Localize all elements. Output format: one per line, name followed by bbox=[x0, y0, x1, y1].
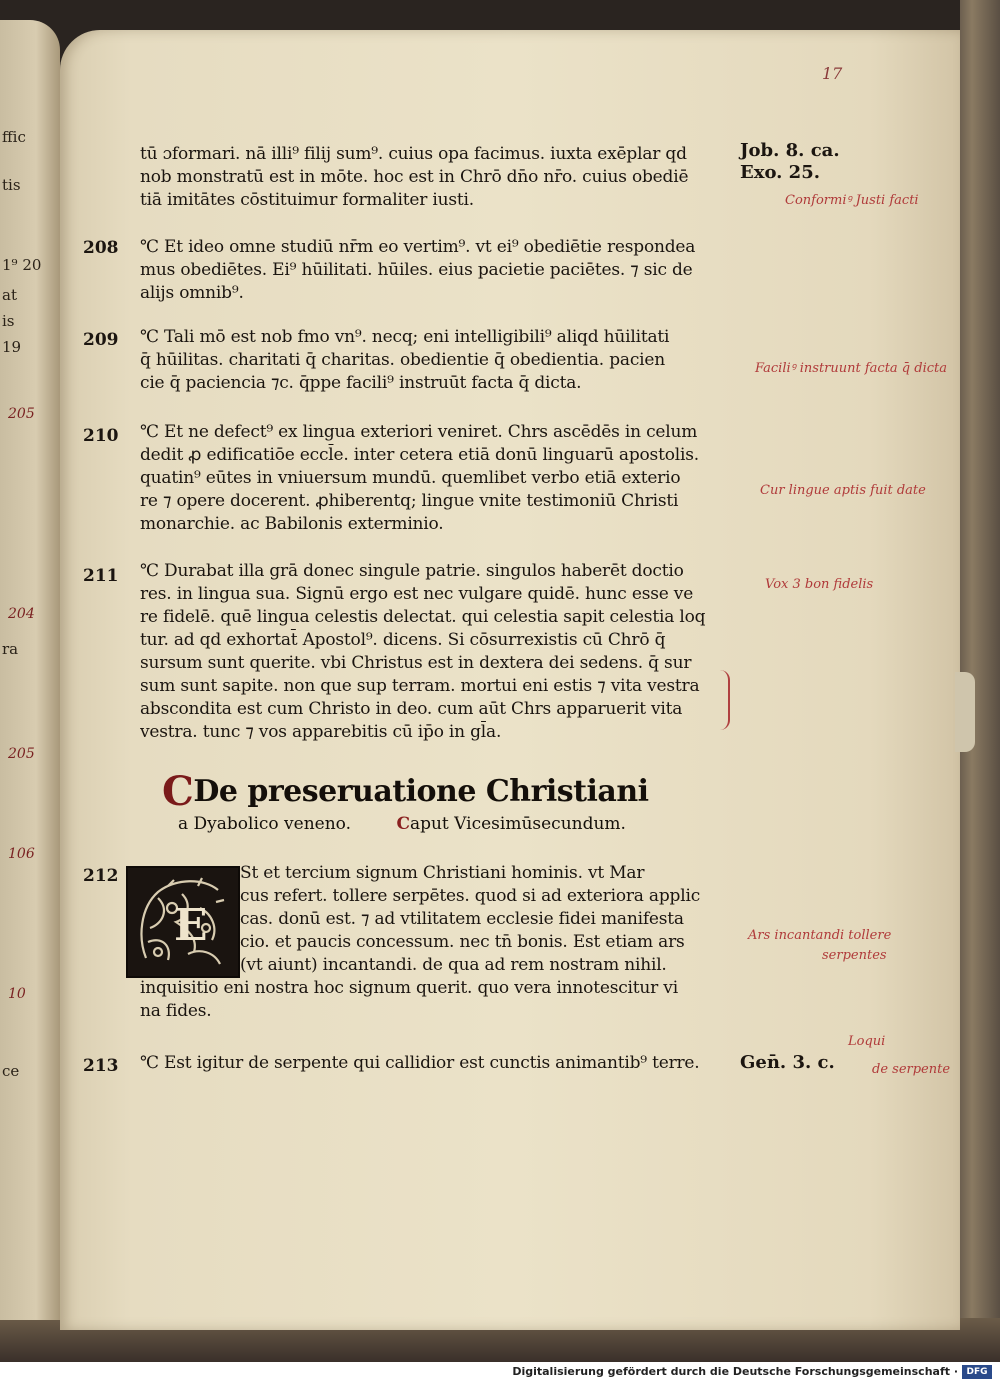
left-page-fragment: 205 bbox=[8, 746, 35, 762]
paragraph-213 bbox=[140, 1052, 760, 1075]
svg-text:E: E bbox=[174, 900, 208, 951]
left-page-fragment: ce bbox=[2, 1062, 20, 1080]
text-line: vestra. tunc ⁊ vos apparebitis cū ip̄o in gl̄a. bbox=[140, 722, 502, 742]
dfg-logo: DFG bbox=[962, 1365, 992, 1379]
text-line: inquisitio eni nostra hoc signum querit. quo vera innotescitur vi bbox=[140, 978, 678, 998]
left-page-fragment: ffic bbox=[2, 128, 26, 146]
text-line: tur. ad qd exhortat̄ Apostol⁹. dicens. Si cōsurrexistis cū Chrō q̄ bbox=[140, 630, 666, 650]
text-line: alijs omnib⁹. bbox=[140, 283, 244, 303]
manuscript-note: Faciliꝰ instruunt facta q̄ dicta bbox=[755, 361, 947, 376]
subheading-rubric-mark: C bbox=[396, 814, 410, 834]
text-line: (vt aiunt) incantandi. de qua ad rem nostram nihil. bbox=[240, 955, 667, 975]
text-line: quatin⁹ eūtes in vniuersum mundū. quemlibet verbo etiā exterio bbox=[140, 468, 681, 488]
text-line: tū ɔformari. nā illi⁹ filij sum⁹. cuius opa facimus. iuxta exēplar qd bbox=[140, 144, 687, 164]
text-line: ℃ Et ne defect⁹ ex lingua exteriori veniret. Chrs ascēdēs in celum bbox=[140, 422, 698, 442]
paragraph-210 bbox=[140, 421, 760, 536]
text-line: monarchie. ac Babilonis exterminio. bbox=[140, 514, 444, 534]
subheading-left: a Dyabolico veneno. bbox=[178, 814, 352, 834]
chapter-subheading bbox=[178, 814, 626, 834]
text-line: cas. donū est. ⁊ ad vtilitatem ecclesie fidei manifesta bbox=[240, 909, 684, 929]
paragraph-number: 211 bbox=[83, 566, 119, 586]
left-page-fragment: is bbox=[2, 312, 15, 330]
manuscript-note: de serpente bbox=[872, 1062, 951, 1077]
left-page-fragment: 204 bbox=[8, 606, 35, 622]
text-line: ℃ Et ideo omne studiū nr̄m eo vertim⁹. vt ei⁹ obediētie respondea bbox=[140, 237, 696, 257]
text-line: ℃ Tali mō est nob fmo vn⁹. necq; eni intelligibili⁹ aliqd hūilitati bbox=[140, 327, 670, 347]
left-page-fragment: ra bbox=[2, 640, 19, 658]
manuscript-note: Vox 3 bon fidelis bbox=[765, 577, 874, 592]
paragraph-211 bbox=[140, 560, 760, 744]
text-line: mus obediētes. Ei⁹ hūilitati. hūiles. eius pacietie paciētes. ⁊ sic de bbox=[140, 260, 693, 280]
text-block-continuation bbox=[140, 143, 760, 212]
text-line: St et tercium signum Christiani hominis. vt Mar bbox=[240, 863, 645, 883]
margin-reference: Gen̄. 3. c. bbox=[740, 1052, 835, 1073]
paragraph-number: 208 bbox=[83, 238, 119, 258]
margin-reference: Job. 8. ca. bbox=[740, 140, 840, 161]
left-page-fragment: at bbox=[2, 286, 17, 304]
heading-title: De preseruatione Christiani bbox=[193, 774, 649, 809]
left-page-fragment: 1⁹ 20 bbox=[2, 256, 42, 274]
paragraph-number: 209 bbox=[83, 330, 119, 350]
left-facing-page bbox=[0, 20, 60, 1320]
text-line: nob monstratū est in mōte. hoc est in Chrō dn̄o nr̄o. cuius obediē bbox=[140, 167, 689, 187]
manuscript-note: serpentes bbox=[822, 948, 887, 963]
text-line: re ⁊ opere docerent. ꝓhiberentq; lingue vnite testimoniū Christi bbox=[140, 491, 679, 511]
text-line: re fidelē. quē lingua celestis delectat. qui celestia sapit celestia loq bbox=[140, 607, 706, 627]
page-tab bbox=[955, 672, 975, 752]
paragraph-number: 213 bbox=[83, 1056, 119, 1076]
paragraph-209 bbox=[140, 326, 760, 395]
left-page-fragment: 19 bbox=[2, 338, 22, 356]
left-page-fragment: 10 bbox=[8, 986, 26, 1002]
left-page-fragment: tis bbox=[2, 176, 21, 194]
paragraph-212-full bbox=[140, 977, 760, 1023]
left-page-fragment: 205 bbox=[8, 406, 35, 422]
manuscript-note: Loqui bbox=[848, 1034, 886, 1049]
folio-number: 17 bbox=[822, 64, 843, 83]
text-line: na fides. bbox=[140, 1001, 212, 1021]
text-line: sum sunt sapite. non que sup terram. mortui eni estis ⁊ vita vestra bbox=[140, 676, 700, 696]
text-line: cie q̄ paciencia ⁊c. q̄ppe facili⁹ instruūt facta q̄ dicta. bbox=[140, 373, 582, 393]
text-line: abscondita est cum Christo in deo. cum aūt Chrs apparuerit vita bbox=[140, 699, 683, 719]
text-line: q̄ hūilitas. charitati q̄ charitas. obedientie q̄ obedientia. pacien bbox=[140, 350, 665, 370]
manuscript-note: Ars incantandi tollere bbox=[748, 928, 892, 943]
paragraph-212-indented bbox=[240, 862, 760, 977]
text-line: ℃ Est igitur de serpente qui callidior est cunctis animantib⁹ terre. bbox=[140, 1053, 700, 1073]
paragraph-number: 210 bbox=[83, 426, 119, 446]
decorated-initial-letter bbox=[126, 866, 240, 978]
heading-initial: C bbox=[162, 768, 194, 815]
paragraph-number: 212 bbox=[83, 866, 119, 886]
text-line: cio. et paucis concessum. nec tn̄ bonis. Est etiam ars bbox=[240, 932, 685, 952]
manuscript-note: Conformiꝰ Justi facti bbox=[785, 193, 919, 208]
subheading-chapter: aput Vicesimūsecundum. bbox=[409, 814, 626, 834]
text-line: cus refert. tollere serpētes. quod si ad exteriora applic bbox=[240, 886, 701, 906]
margin-reference: Exo. 25. bbox=[740, 162, 820, 183]
digitization-footer bbox=[0, 1362, 1000, 1383]
chapter-heading bbox=[162, 768, 649, 815]
text-line: res. in lingua sua. Signū ergo est nec vulgare quidē. hunc esse ve bbox=[140, 584, 694, 604]
manuscript-note: Cur lingue aptis fuit date bbox=[760, 483, 926, 498]
paragraph-208 bbox=[140, 236, 760, 305]
footer-credit: Digitalisierung gefördert durch die Deutsche Forschungsgemeinschaft · bbox=[512, 1365, 958, 1378]
text-line: tiā imitātes cōstituimur formaliter iusti. bbox=[140, 190, 474, 210]
floral-initial-icon bbox=[128, 868, 238, 976]
left-page-fragment: 106 bbox=[8, 846, 35, 862]
red-bracket-mark bbox=[718, 670, 730, 730]
text-line: dedit ꝓ edificatiōe eccl̄e. inter cetera etiā donū linguarū apostolis. bbox=[140, 445, 699, 465]
text-line: sursum sunt querite. vbi Christus est in dextera dei sedens. q̄ sur bbox=[140, 653, 692, 673]
text-line: ℃ Durabat illa grā donec singule patrie. singulos haberēt doctio bbox=[140, 561, 684, 581]
